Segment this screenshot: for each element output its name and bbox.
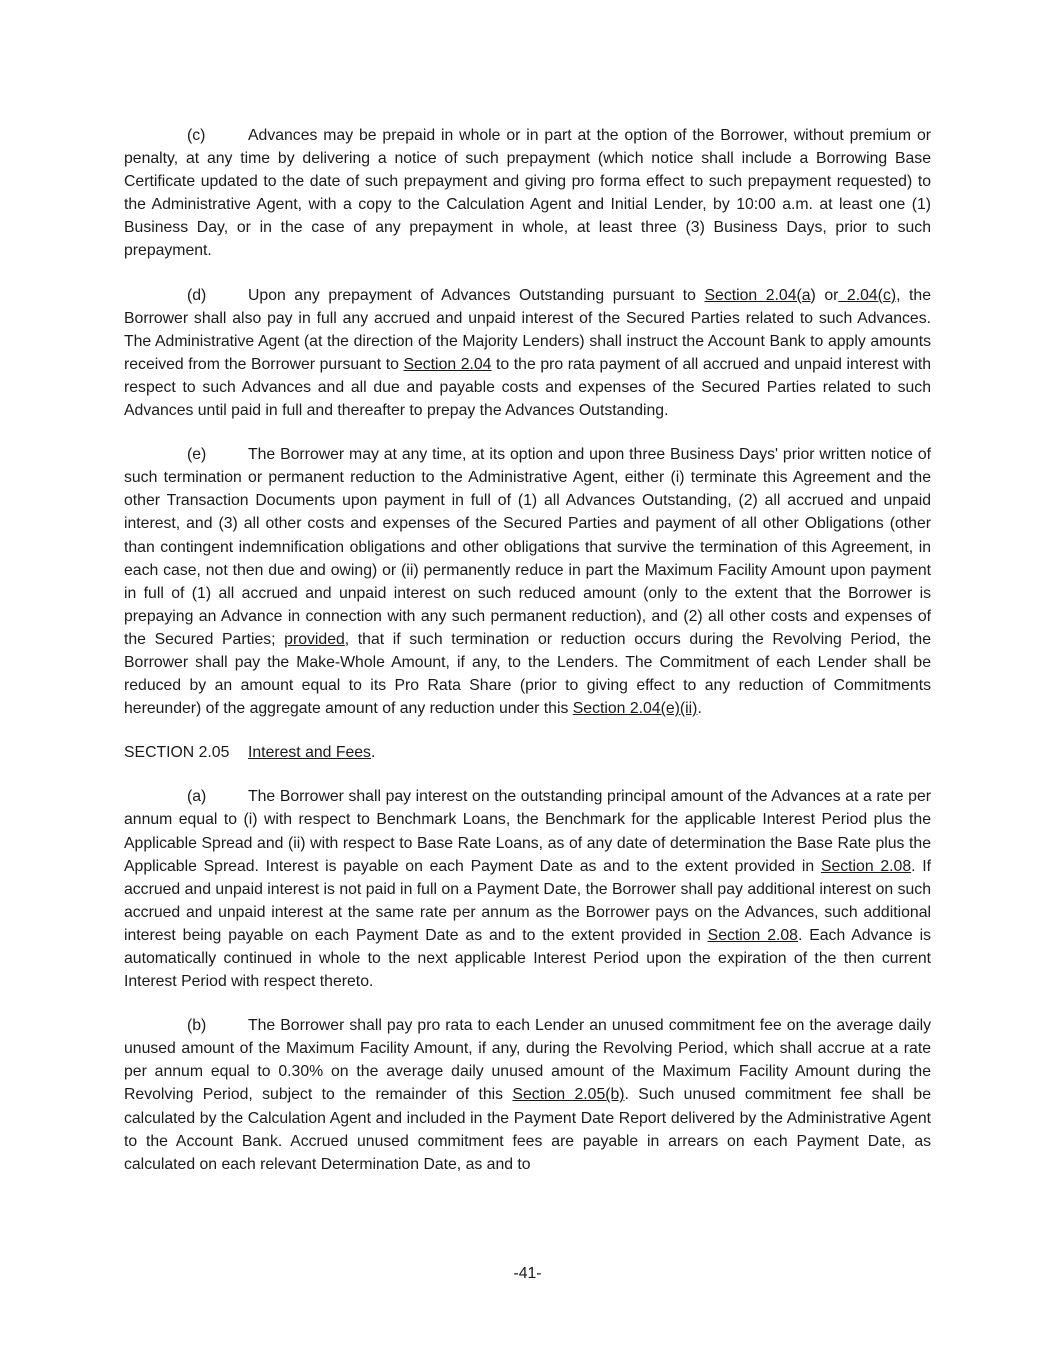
section-heading: [124, 741, 931, 764]
section-reference: Section 2.04: [403, 355, 492, 373]
paragraph-text: Advances may be prepaid in whole or in part at the option of the Borrower, without premium or penalty, at any time by delivering a notice of such prepayment (which notice shall include a Borrowing Base Certificate updated to the date of such prepayment and giving pro forma effect to such prepayment requested) to the Administrative Agent, with a copy to the Calculation Agent and Initial Lender, by 10:00 a.m. at least one (1) Business Day, or in the case of any prepayment in whole, at least three (3) Business Days, prior to such prepayment.: [124, 127, 931, 260]
paragraph-2-05-a: [124, 785, 931, 993]
paragraph-text: Upon any prepayment of Advances Outstanding pursuant to: [248, 286, 705, 304]
paragraph-label: (c): [187, 127, 206, 144]
paragraph-label: (d): [187, 286, 207, 304]
paragraph-text: .: [697, 700, 702, 718]
page-number: -41-: [513, 1265, 542, 1282]
paragraph-text: . If accrued and unpaid interest is not paid in full on a Payment Date, the Borrower shall pay additional interest on such accrued and unpaid interest at the same rate per annum as the Borrower pays on the Advances, such additional interest being payable on each Payment Date as and to the extent provided in: [124, 857, 932, 944]
paragraph-d: [124, 284, 931, 423]
paragraph-text: to the pro rata payment of all accrued and unpaid interest with respect to such Advances and all due and payable costs and expenses of the Secured Parties related to such Advances until paid in full and thereafter to prepay the Advances Outstanding.: [124, 355, 932, 420]
document-page: [124, 124, 931, 1197]
section-number: SECTION 2.05: [124, 744, 230, 762]
paragraph-text: , that if such termination or reduction occurs during the Revolving Period, the Borrower shall pay the Make-Whole Amount, if any, to the Lenders. The Commitment of each Lender shall be reduced by an amount equal to its Pro Rata Share (prior to giving effect to any reduction of Commitments hereunder) of the aggregate amount of any reduction under this: [124, 630, 931, 718]
section-reference: Section 2.05(b): [512, 1086, 625, 1104]
paragraph-text: . Each Advance is automatically continued in whole to the next applicable Interest Period upon the expiration of the then current Interest Period with respect thereto.: [124, 926, 931, 991]
section-title: Interest and Fees: [248, 744, 371, 762]
paragraph-text: ) or: [810, 286, 839, 304]
paragraph-text: , the Borrower shall also pay in full any accrued and unpaid interest of the Secured Parties related to such Advances. The Administrative Agent (at the direction of the Majority Lenders) shall instruct the Account Bank to apply amounts received from the Borrower pursuant to: [124, 286, 931, 373]
provided-term: provided: [284, 630, 345, 648]
section-reference: 2.04(c): [838, 286, 897, 304]
paragraph-text: The Borrower shall pay pro rata to each Lender an unused commitment fee on the average daily unused amount of the Maximum Facility Amount, if any, during the Revolving Period, which shall accrue at a rate per annum equal to 0.30% on the average daily unused amount of the Maximum Facility Amount during the Revolving Period, subject to the remainder of this: [124, 1017, 931, 1104]
paragraph-label: (b): [187, 1017, 207, 1035]
paragraph-text: The Borrower may at any time, at its option and upon three Business Days' prior written notice of such termination or permanent reduction to the Administrative Agent, either (i) terminate this Agreement and the other Transaction Documents upon payment in full of (1) all Advances Outstanding, (2) all accrued and unpaid interest, and (3) all other costs and expenses of the Secured Parties and payment of all other Obligations (other than contingent indemnification obligations and other obligations that survive the termination of this Agreement, in each case, not then due and owing) or (ii) permanently reduce in part the Maximum Facility Amount upon payment in full of (1) all accrued and unpaid interest on such reduced amount (only to the extent that the Borrower is prepaying an Advance in connection with any such permanent reduction), and (2) all other costs and expenses of the Secured Parties;: [124, 446, 931, 648]
paragraph-label: (e): [187, 446, 207, 464]
paragraph-2-05-b: [124, 1014, 931, 1176]
paragraph-label: (a): [187, 788, 207, 806]
paragraph-text: . Such unused commitment fee shall be calculated by the Calculation Agent and included in the Payment Date Report delivered by the Administrative Agent to the Account Bank. Accrued unused commitment fees are payable in arrears on each Payment Date, as calculated on each relevant Determination Date, as and to: [124, 1086, 931, 1173]
section-reference: Section 2.04(a: [704, 286, 811, 304]
paragraph-e: [124, 443, 931, 720]
section-reference: Section 2.04(e)(ii): [572, 700, 698, 718]
paragraph-text: The Borrower shall pay interest on the outstanding principal amount of the Advances at a rate per annum equal to (i) with respect to Benchmark Loans, the Benchmark for the applicable Interest Period plus the Applicable Spread and (ii) with respect to Base Rate Loans, as of any date of determination the Base Rate plus the Applicable Spread. Interest is payable on each Payment Date as and to the extent provided in: [124, 788, 931, 875]
section-reference: Section 2.08: [707, 926, 798, 944]
section-title-period: .: [370, 744, 376, 762]
section-reference: Section 2.08: [820, 857, 912, 875]
paragraph-c: [124, 124, 931, 263]
